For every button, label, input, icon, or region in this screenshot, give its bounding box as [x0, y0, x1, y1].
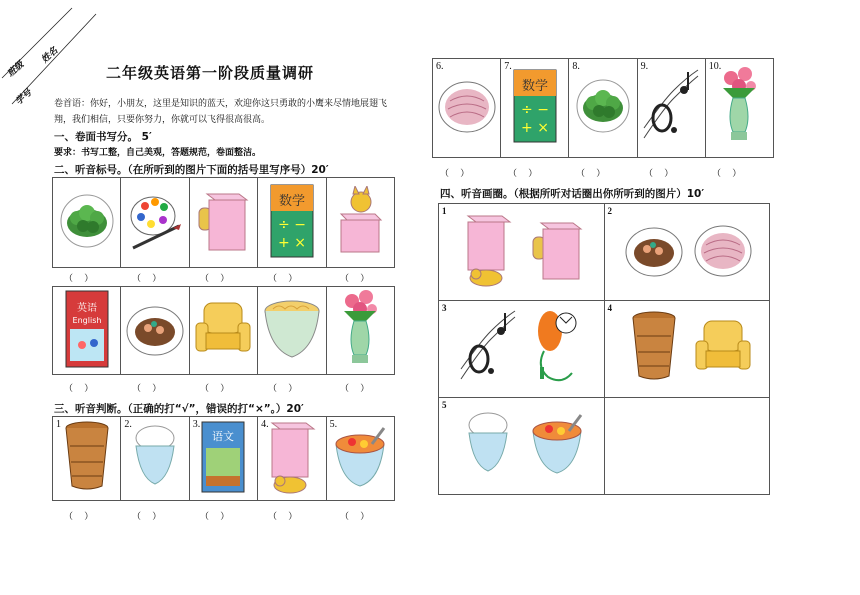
answer-blank[interactable]: （ ） — [340, 383, 370, 393]
item-number: 3. — [192, 419, 201, 430]
svg-text:语文: 语文 — [212, 429, 235, 443]
svg-text:+ ×: + × — [277, 234, 306, 251]
picture-cell — [433, 59, 501, 158]
meat-icon[interactable] — [692, 221, 754, 283]
dish-icon[interactable] — [623, 221, 685, 283]
picture-cell — [189, 178, 257, 268]
math-book-icon — [269, 183, 315, 263]
item-number: 8. — [572, 61, 580, 72]
item-number: 3 — [442, 303, 447, 313]
section-four-heading: 四、听音画圈。（根据所听对话圈出你所听到的图片）10′ — [440, 188, 705, 200]
answer-blank[interactable]: （ ） — [268, 273, 298, 283]
noodles-icon — [261, 297, 323, 365]
sec2-row2-table — [52, 286, 395, 375]
answer-blank[interactable]: （ ） — [508, 168, 538, 178]
section-two-heading: 二、听音标号。（在所听到的图片下面的括号里写序号）20′ — [54, 164, 329, 176]
sec3-table — [52, 416, 395, 501]
item-number: 9. — [640, 61, 649, 72]
answer-blank[interactable]: （ ） — [268, 511, 298, 521]
svg-text:数学: 数学 — [278, 193, 305, 209]
flower-vase-icon — [715, 64, 763, 152]
rice-icon[interactable] — [465, 411, 511, 481]
picture-cell — [121, 417, 189, 501]
answer-blank[interactable]: （ ） — [200, 511, 230, 521]
box-cat-under-icon — [266, 419, 318, 499]
item-number: 1 — [442, 206, 447, 216]
flower-vase-icon — [336, 287, 384, 375]
answer-blank[interactable]: （ ） — [576, 168, 606, 178]
svg-text:+ ×: + × — [520, 120, 549, 136]
music-icon — [640, 68, 702, 148]
palette-icon — [127, 190, 183, 256]
picture-cell — [189, 417, 257, 501]
meat-icon — [436, 77, 498, 139]
item-number: 5. — [329, 419, 338, 430]
ball-rope-icon[interactable] — [532, 307, 582, 391]
svg-text:数学: 数学 — [521, 79, 548, 94]
picture-pair-cell — [439, 398, 605, 495]
answer-blank[interactable]: （ ） — [268, 383, 298, 393]
dish-icon — [124, 300, 186, 362]
section-one-heading: 一、卷面书写分。 5′ — [54, 131, 152, 143]
answer-blank[interactable]: （ ） — [64, 273, 94, 283]
math-book-icon — [512, 68, 558, 148]
picture-cell — [326, 417, 394, 501]
item-number: 4 — [607, 303, 612, 313]
name-label: 姓名 — [39, 45, 61, 66]
picture-pair-cell — [439, 204, 605, 301]
picture-cell — [705, 59, 773, 158]
section-three-heading: 三、听音判断。（正确的打“√”，错误的打“×”。）20′ — [54, 403, 304, 415]
picture-cell — [326, 287, 394, 375]
picture-cell — [189, 287, 257, 375]
sec2-row1-table — [52, 177, 395, 268]
item-number: 7. — [504, 61, 512, 72]
picture-cell — [121, 178, 189, 268]
rice-icon — [132, 424, 178, 494]
class-label: 班级 — [5, 59, 27, 80]
sec5-table — [432, 58, 774, 158]
picture-pair-cell — [439, 301, 605, 398]
svg-text:÷ −: ÷ − — [520, 102, 549, 118]
picture-pair-cell — [604, 301, 770, 398]
answer-blank[interactable]: （ ） — [712, 168, 742, 178]
page-title: 二年级英语第一阶段质量调研 — [105, 64, 314, 82]
picture-pair-cell — [604, 204, 770, 301]
item-number: 5 — [442, 400, 447, 410]
answer-blank[interactable]: （ ） — [340, 273, 370, 283]
svg-text:÷ −: ÷ − — [277, 216, 306, 233]
picture-cell — [501, 59, 569, 158]
answer-blank[interactable]: （ ） — [200, 273, 230, 283]
sec4-table — [438, 203, 770, 495]
soup-icon[interactable] — [529, 411, 585, 481]
picture-cell — [258, 287, 326, 375]
picture-cell — [121, 287, 189, 375]
broccoli-icon — [575, 78, 631, 138]
answer-blank[interactable]: （ ） — [132, 511, 162, 521]
item-number: 6. — [436, 61, 444, 72]
item-number: 10. — [708, 61, 722, 72]
broccoli-icon — [59, 193, 115, 253]
svg-text:英语: 英语 — [76, 302, 97, 314]
answer-blank[interactable]: （ ） — [64, 383, 94, 393]
item-number: 1 — [56, 419, 61, 430]
picture-cell — [53, 417, 121, 501]
svg-text:English: English — [72, 315, 102, 325]
answer-blank[interactable]: （ ） — [132, 383, 162, 393]
picture-cell — [326, 178, 394, 268]
basket-icon — [62, 420, 112, 498]
picture-cell — [53, 178, 121, 268]
box-cat-behind-icon[interactable] — [529, 217, 585, 287]
answer-blank[interactable]: （ ） — [340, 511, 370, 521]
english-book-icon — [64, 289, 110, 373]
picture-cell — [258, 417, 326, 501]
number-label: 学号 — [13, 87, 35, 108]
answer-blank[interactable]: （ ） — [644, 168, 674, 178]
soup-icon — [332, 424, 388, 494]
basket-icon[interactable] — [629, 310, 679, 388]
answer-blank[interactable]: （ ） — [64, 511, 94, 521]
answer-blank[interactable]: （ ） — [132, 273, 162, 283]
picture-cell — [258, 178, 326, 268]
box-cat-behind-icon — [195, 188, 251, 258]
picture-pair-cell — [604, 398, 770, 495]
item-number: 4. — [261, 419, 269, 430]
intro-text: 卷首语：你好，小朋友，这里是知识的蓝天，欢迎你这只勇敢的小鹰来尽情地展翅飞翔，我们相信，只要你努力，你就可以飞得很高很高。 — [54, 99, 388, 125]
box-cat-under-icon[interactable] — [462, 212, 514, 292]
picture-cell — [569, 59, 637, 158]
cat-on-box-icon — [335, 186, 385, 260]
armchair-icon — [192, 299, 254, 363]
answer-blank[interactable]: （ ） — [440, 168, 470, 178]
item-number: 2. — [124, 419, 132, 430]
picture-cell — [637, 59, 705, 158]
chinese-book-icon — [200, 420, 246, 498]
music-icon[interactable] — [457, 309, 519, 389]
armchair-icon[interactable] — [692, 317, 754, 381]
item-number: 2 — [607, 206, 612, 216]
requirement-text: 要求：书写工整，自己美观，答题规范，卷面整洁。 — [54, 148, 262, 158]
picture-cell — [53, 287, 121, 375]
answer-blank[interactable]: （ ） — [200, 383, 230, 393]
